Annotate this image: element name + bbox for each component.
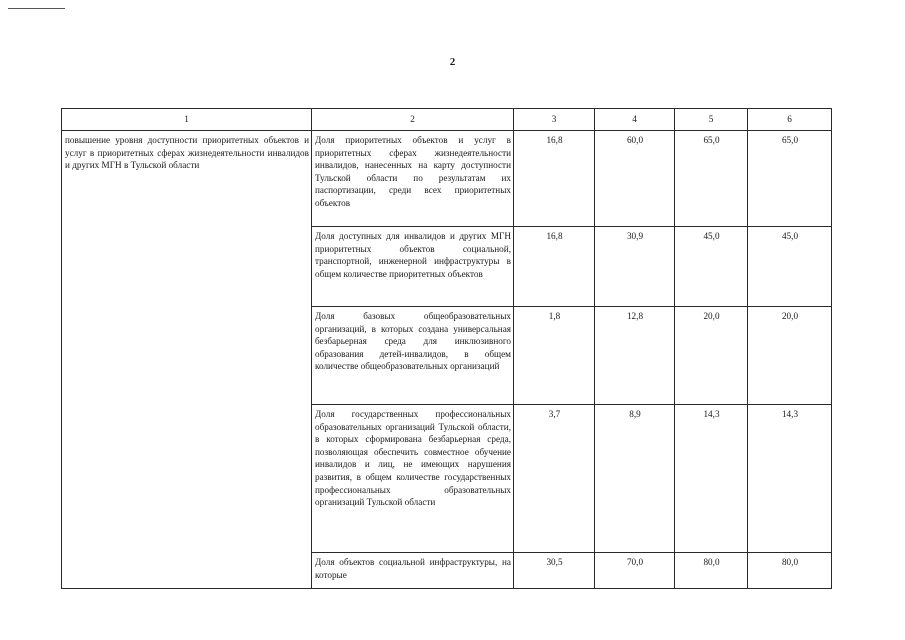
value-cell: 16,8 [514,131,595,227]
value-cell: 12,8 [595,307,675,405]
goal-cell: повышение уровня доступности приоритетных объектов и услуг в приоритетных сферах жизнедеятельности инвалидов и других МГН в Тульской области [62,131,312,589]
column-header: 5 [675,109,748,131]
table-header-row [62,109,832,131]
value-cell: 65,0 [748,131,832,227]
value-cell: 20,0 [675,307,748,405]
value-cell: 20,0 [748,307,832,405]
value-cell: 60,0 [595,131,675,227]
column-header: 6 [748,109,832,131]
indicator-cell: Доля государственных профессиональных образовательных организаций Тульской области, в которых сформирована безбарьерная среда, позволяющая обеспечить совместное обучение инвалидов и лиц, не имеющих нарушения развития, в общем количестве государственных профессиональных образовательных организаций Тульской области [312,405,514,553]
indicator-cell: Доля приоритетных объектов и услуг в приоритетных сферах жизнедеятельности инвалидов, нанесенных на карту доступности Тульской области по результатам их паспортизации, среди всех приоритетных объектов [312,131,514,227]
column-header: 2 [312,109,514,131]
value-cell: 45,0 [748,227,832,307]
value-cell: 14,3 [748,405,832,553]
column-header: 4 [595,109,675,131]
value-cell: 16,8 [514,227,595,307]
value-cell: 65,0 [675,131,748,227]
value-cell: 70,0 [595,553,675,589]
value-cell: 1,8 [514,307,595,405]
value-cell: 30,9 [595,227,675,307]
value-cell: 8,9 [595,405,675,553]
column-header: 3 [514,109,595,131]
value-cell: 80,0 [675,553,748,589]
indicator-cell: Доля базовых общеобразовательных организаций, в которых создана универсальная безбарьерная среда для инклюзивного образования детей-инвалидов, в общем количестве общеобразовательных организаций [312,307,514,405]
value-cell: 14,3 [675,405,748,553]
table-row [62,131,832,227]
column-header: 1 [62,109,312,131]
page-number: 2 [449,56,456,68]
scan-artifact-line [8,8,65,9]
indicator-cell: Доля доступных для инвалидов и других МГН приоритетных объектов социальной, транспортной, инженерной инфраструктуры в общем количестве приоритетных объектов [312,227,514,307]
value-cell: 80,0 [748,553,832,589]
value-cell: 30,5 [514,553,595,589]
indicators-table [61,108,832,589]
value-cell: 45,0 [675,227,748,307]
indicator-cell: Доля объектов социальной инфраструктуры, на которые [312,553,514,589]
value-cell: 3,7 [514,405,595,553]
